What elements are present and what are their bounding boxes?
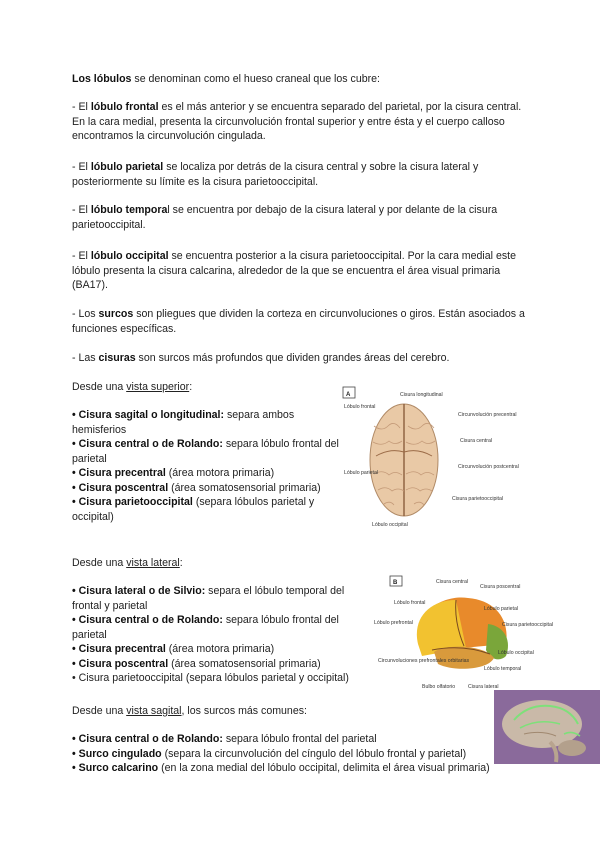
item-text: separa ambos hemisferios xyxy=(72,409,295,436)
item-text: separa lóbulo frontal del parietal xyxy=(72,614,339,641)
brain-top-illustration xyxy=(342,386,520,532)
paragraph-surcos xyxy=(72,307,532,336)
panel-letter-a: A xyxy=(346,392,351,398)
item-text: (separa lóbulos parietal y occipital) xyxy=(72,496,315,523)
intro-text: se denominan como el hueso craneal que los cubre: xyxy=(131,73,380,85)
paragraph-temporal xyxy=(72,203,532,232)
para-term: lóbulo tempora xyxy=(90,204,168,216)
list-item xyxy=(72,408,344,437)
link-vista-lateral[interactable]: vista lateral xyxy=(126,557,180,569)
para-prefix: - Los xyxy=(72,308,99,320)
item-text: separa lóbulo frontal del parietal xyxy=(222,733,377,745)
item-term: • Cisura precentral xyxy=(72,467,166,479)
label-lobulo-occipital: Lóbulo occipital xyxy=(372,522,408,528)
item-term: • Cisura parietooccipital xyxy=(72,496,193,508)
para-prefix: - El xyxy=(72,161,91,173)
list-item xyxy=(72,747,512,762)
label-lobulo-parietal: Lóbulo parietal xyxy=(344,470,379,476)
item-text: (separa la circunvolución del cíngulo del lóbulo frontal y parietal) xyxy=(161,747,467,760)
figure-sagittal-view xyxy=(494,690,600,764)
item-text: (área somatosensorial primaria) xyxy=(168,657,321,670)
heading-lateral xyxy=(72,556,532,571)
label-circ-prefrontales: Circunvoluciones prefrontales orbitarias xyxy=(378,658,470,664)
list-item xyxy=(72,657,364,672)
item-term: • Cisura sagital o longitudinal: xyxy=(72,409,225,421)
paragraph-occipital xyxy=(72,249,532,293)
item-text: (área motora primaria) xyxy=(165,467,275,479)
list-item xyxy=(72,671,372,686)
label-cisura-parietooccipital: Cisura parietooccipital xyxy=(502,622,554,628)
heading-sagital xyxy=(72,704,532,719)
paragraph-cisuras xyxy=(72,351,532,366)
label-cisura-central: Cisura central xyxy=(436,579,469,585)
item-term: • Surco calcarino xyxy=(72,762,159,774)
link-vista-superior[interactable]: vista superior xyxy=(126,381,190,393)
list-item xyxy=(72,466,344,481)
item-term: • Cisura lateral o de Silvio: xyxy=(72,585,206,597)
intro-bold: Los lóbulos xyxy=(72,73,132,85)
para-term: lóbulo occipital xyxy=(90,250,169,262)
para-prefix: - El xyxy=(72,250,91,262)
heading-suffix: : xyxy=(189,381,193,393)
para-prefix: - El xyxy=(72,101,91,113)
para-body: l se encuentra por debajo de la cisura lateral y por delante de la cisura parietooccipital. xyxy=(72,204,498,231)
label-cisura-longitudinal: Cisura longitudinal xyxy=(400,392,443,398)
label-lobulo-frontal: Lóbulo frontal xyxy=(394,600,426,606)
list-item xyxy=(72,761,512,776)
list-item xyxy=(72,481,344,496)
heading-prefix: Desde una xyxy=(72,381,127,393)
panel-letter-b: B xyxy=(393,580,398,586)
label-bulbo-olfatorio: Bulbo olfatorio xyxy=(422,684,456,690)
para-term: surcos xyxy=(98,308,134,320)
item-term: • Cisura central o de Rolando: xyxy=(72,614,223,626)
heading-suffix: : xyxy=(179,557,183,569)
item-text: • Cisura parietooccipital (separa lóbulos parietal y occipital) xyxy=(72,672,349,684)
item-term: • Cisura poscentral xyxy=(72,657,169,670)
item-text: separa lóbulo frontal del parietal xyxy=(72,438,339,465)
list-item xyxy=(72,613,364,642)
para-term: cisuras xyxy=(98,352,136,364)
item-term: • Cisura central o de Rolando: xyxy=(72,438,223,450)
item-term: • Cisura precentral xyxy=(72,643,166,655)
paragraph-frontal xyxy=(72,100,532,144)
list-superior xyxy=(72,408,344,524)
label-cisura-parietooccipital: Cisura parietooccipital xyxy=(452,496,504,502)
list-item xyxy=(72,732,512,747)
item-term: • Cisura poscentral xyxy=(72,481,169,494)
figure-superior-view xyxy=(342,386,520,532)
label-lobulo-prefrontal: Lóbulo prefrontal xyxy=(374,620,413,626)
brain-lateral-illustration xyxy=(372,574,554,692)
para-prefix: - Las xyxy=(72,352,99,364)
para-term: lóbulo frontal xyxy=(90,101,159,113)
label-cisura-central: Cisura central xyxy=(460,438,493,444)
list-item xyxy=(72,437,344,466)
para-body: es el más anterior y se encuentra separado del parietal, por la cisura central. En la cara medial, presenta la circunvolución frontal superior y entre ésta y el cuerpo calloso encontramos la circunvolución cingulada. xyxy=(72,101,522,142)
list-sagital xyxy=(72,732,512,776)
heading-prefix: Desde una xyxy=(72,705,127,717)
list-item xyxy=(72,642,364,657)
item-text: (área somatosensorial primaria) xyxy=(168,481,321,494)
paragraph-parietal xyxy=(72,160,532,189)
item-text: (en la zona medial del lóbulo occipital, delimita el área visual primaria) xyxy=(158,762,490,774)
label-cisura-poscentral: Cisura poscentral xyxy=(480,584,521,590)
list-item xyxy=(72,495,344,524)
heading-prefix: Desde una xyxy=(72,557,127,569)
item-term: • Surco cingulado xyxy=(72,747,162,760)
para-body: son surcos más profundos que dividen grandes áreas del cerebro. xyxy=(135,352,450,364)
para-body: se encuentra posterior a la cisura parietooccipital. Por la cara medial este lóbulo presenta la cisura calcarina, alrededor de la que se encuentra el área visual primaria (BA17). xyxy=(72,250,516,291)
link-vista-sagital[interactable]: vista sagital xyxy=(126,705,182,717)
heading-suffix: , los surcos más comunes: xyxy=(181,705,307,717)
label-lobulo-temporal: Lóbulo temporal xyxy=(484,666,522,672)
label-circ-postcentral: Circunvolución postcentral xyxy=(458,464,519,470)
intro-paragraph xyxy=(72,72,532,87)
label-lobulo-frontal: Lóbulo frontal xyxy=(344,404,376,410)
figure-lateral-view xyxy=(372,574,554,692)
list-item xyxy=(72,584,364,613)
label-circ-precentral: Circunvolución precentral xyxy=(458,412,517,418)
label-lobulo-occipital: Lóbulo occipital xyxy=(498,650,534,656)
para-body: son pliegues que dividen la corteza en circunvoluciones o giros. Están asociados a funciones específicas. xyxy=(72,308,525,335)
brain-sagittal-illustration xyxy=(494,690,600,764)
list-lateral xyxy=(72,584,364,686)
para-prefix: - El xyxy=(72,204,91,216)
para-body: se localiza por detrás de la cisura central y sobre la cisura lateral y posteriormente su límite es la cisura parietooccipital. xyxy=(72,161,479,188)
item-text: (área motora primaria) xyxy=(165,643,275,655)
para-term: lóbulo parietal xyxy=(90,161,164,173)
label-lobulo-parietal: Lóbulo parietal xyxy=(484,606,519,612)
item-term: • Cisura central o de Rolando: xyxy=(72,733,223,745)
item-text: separa el lóbulo temporal del frontal y parietal xyxy=(72,585,345,612)
label-cisura-lateral: Cisura lateral xyxy=(468,684,499,690)
